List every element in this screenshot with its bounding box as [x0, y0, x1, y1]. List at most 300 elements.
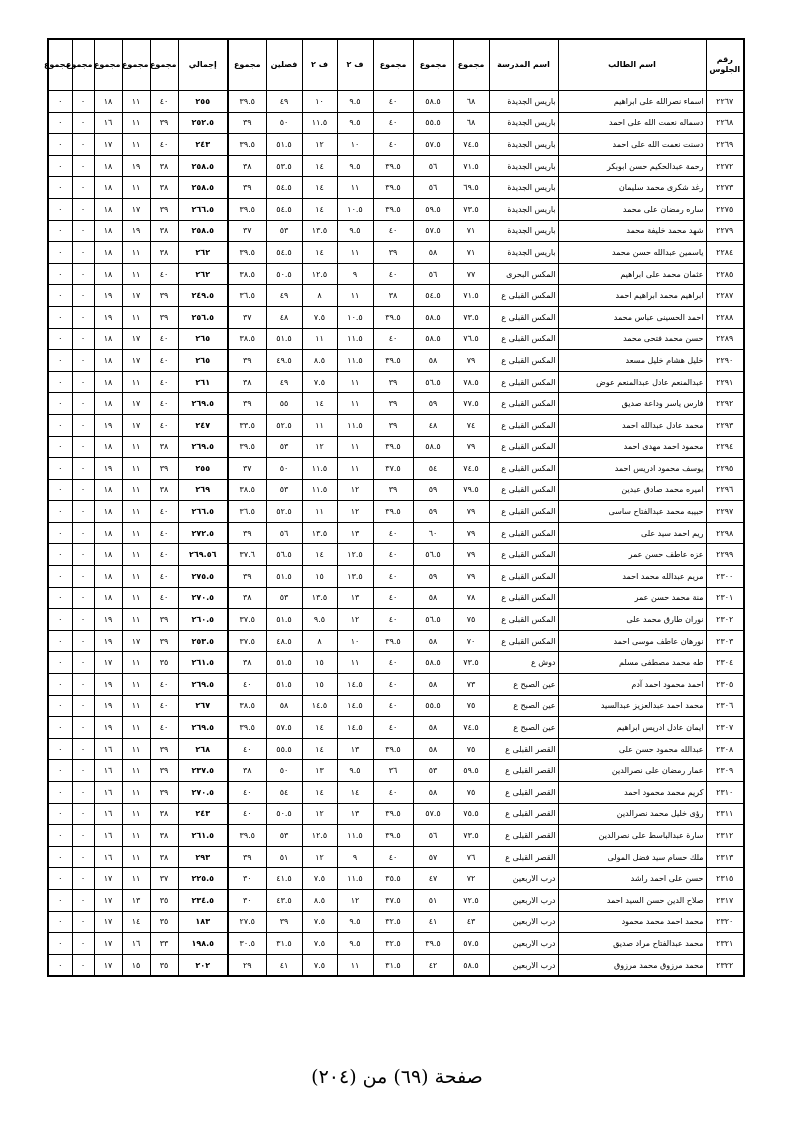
- cell-group-5: ٠: [48, 306, 72, 328]
- cell-student-name: حبيبه محمد عبدالفتاح ساسى: [558, 501, 706, 523]
- cell-school-name: باريس الجديدة: [489, 242, 558, 264]
- cell-seat-number: ٢٣٢٠: [706, 911, 744, 933]
- cell-sum-3: ٣٩.٥: [373, 155, 413, 177]
- cell-student-name: ملك حسام سيد فضل المولى: [558, 846, 706, 868]
- cell-group-4: ٠: [72, 717, 94, 739]
- table-row: [48, 803, 744, 825]
- cell-group-1: ٤٠: [150, 522, 178, 544]
- cell-group-5: ٠: [48, 155, 72, 177]
- cell-sum-3: ٤٠: [373, 91, 413, 113]
- cell-group-5: ٠: [48, 868, 72, 890]
- cell-term-2-b: ١٤: [302, 177, 337, 199]
- cell-seat-number: ٢٢٦٩: [706, 134, 744, 156]
- cell-school-name: درب الاربعين: [489, 889, 558, 911]
- header-seat-number: رقم الجلوس: [706, 39, 744, 91]
- cell-student-name: محمد مرزوق محمد مرزوق: [558, 954, 706, 976]
- cell-sum-4: ٣٩: [228, 393, 266, 415]
- cell-sum-1: ٥٧.٥: [453, 933, 489, 955]
- cell-student-name: رغد شكرى محمد سليمان: [558, 177, 706, 199]
- table-row: [48, 825, 744, 847]
- cell-sum-3: ٤٠: [373, 609, 413, 631]
- cell-seat-number: ٢٣٠٩: [706, 760, 744, 782]
- cell-term-2-b: ١١: [302, 501, 337, 523]
- cell-group-2: ١١: [122, 738, 150, 760]
- cell-sum-1: ٧٤: [453, 414, 489, 436]
- cell-term-2-b: ١٣.٥: [302, 587, 337, 609]
- cell-school-name: عين الصبح ع: [489, 695, 558, 717]
- cell-grand-total: ٢٦٦.٥: [178, 501, 228, 523]
- cell-seat-number: ٢٣١٢: [706, 825, 744, 847]
- cell-student-name: محمد احمد عبدالعزيز عبدالسيد: [558, 695, 706, 717]
- cell-school-name: المكس البحرى: [489, 263, 558, 285]
- cell-sum-4: ٤٠: [228, 803, 266, 825]
- cell-two-terms: ٥٣: [266, 587, 302, 609]
- cell-group-3: ١٨: [94, 242, 122, 264]
- table-row: [48, 91, 744, 113]
- cell-group-2: ١١: [122, 825, 150, 847]
- cell-sum-2: ٥٧.٥: [413, 134, 453, 156]
- cell-two-terms: ٥٠: [266, 112, 302, 134]
- cell-group-5: ٠: [48, 889, 72, 911]
- cell-seat-number: ٢٢٩٩: [706, 544, 744, 566]
- table-row: [48, 134, 744, 156]
- cell-sum-4: ٣٨.٥: [228, 479, 266, 501]
- cell-group-1: ٤٠: [150, 350, 178, 372]
- cell-seat-number: ٢٣١٥: [706, 868, 744, 890]
- cell-sum-2: ٥٩: [413, 501, 453, 523]
- cell-term-2-a: ١٣: [337, 522, 373, 544]
- cell-term-2-a: ٩.٥: [337, 911, 373, 933]
- cell-school-name: القصر القبلى ع: [489, 825, 558, 847]
- cell-group-5: ٠: [48, 328, 72, 350]
- cell-group-3: ١٩: [94, 717, 122, 739]
- cell-seat-number: ٢٢٧٥: [706, 198, 744, 220]
- cell-sum-1: ٦٩.٥: [453, 177, 489, 199]
- cell-term-2-b: ١٣.٥: [302, 220, 337, 242]
- cell-grand-total: ٢٥٨.٥: [178, 177, 228, 199]
- cell-group-2: ١٣: [122, 889, 150, 911]
- cell-term-2-b: ٧.٥: [302, 868, 337, 890]
- table-row: [48, 954, 744, 976]
- cell-school-name: المكس القبلى ع: [489, 371, 558, 393]
- cell-sum-1: ٧٥: [453, 782, 489, 804]
- cell-sum-1: ٧٦: [453, 846, 489, 868]
- cell-sum-1: ٧٩: [453, 436, 489, 458]
- cell-group-5: ٠: [48, 414, 72, 436]
- cell-sum-3: ٣٩.٥: [373, 306, 413, 328]
- cell-sum-3: ٣٩.٥: [373, 825, 413, 847]
- table-row: [48, 652, 744, 674]
- cell-two-terms: ٥١.٥: [266, 328, 302, 350]
- cell-group-3: ١٨: [94, 393, 122, 415]
- cell-group-4: ٠: [72, 220, 94, 242]
- cell-sum-1: ٧٦.٥: [453, 328, 489, 350]
- cell-grand-total: ٢٦٩.٥٦: [178, 544, 228, 566]
- cell-sum-2: ٥٨: [413, 630, 453, 652]
- cell-sum-4: ٣٩.٥: [228, 91, 266, 113]
- cell-term-2-a: ١٣: [337, 803, 373, 825]
- cell-school-name: درب الاربعين: [489, 954, 558, 976]
- cell-sum-4: ٣٩.٥: [228, 134, 266, 156]
- cell-two-terms: ٤٩.٥: [266, 350, 302, 372]
- cell-term-2-a: ١١.٥: [337, 328, 373, 350]
- cell-term-2-a: ١٣.٥: [337, 566, 373, 588]
- cell-sum-2: ٥٦.٥: [413, 609, 453, 631]
- cell-sum-2: ٥٨.٥: [413, 91, 453, 113]
- cell-term-2-b: ١٢: [302, 803, 337, 825]
- cell-two-terms: ٥٠: [266, 458, 302, 480]
- cell-term-2-a: ١١.٥: [337, 414, 373, 436]
- cell-group-3: ١٧: [94, 868, 122, 890]
- cell-two-terms: ٥٣: [266, 220, 302, 242]
- cell-school-name: المكس القبلى ع: [489, 436, 558, 458]
- cell-sum-3: ٣٩.٥: [373, 350, 413, 372]
- table-row: [48, 587, 744, 609]
- header-grand-total: إجمالي: [178, 39, 228, 91]
- cell-term-2-b: ١٥: [302, 566, 337, 588]
- cell-sum-1: ٥٩.٥: [453, 760, 489, 782]
- header-group-3: مجموع: [94, 39, 122, 91]
- cell-group-3: ١٦: [94, 112, 122, 134]
- cell-sum-1: ٧١: [453, 242, 489, 264]
- cell-group-5: ٠: [48, 479, 72, 501]
- cell-group-4: ٠: [72, 198, 94, 220]
- cell-school-name: المكس القبلى ع: [489, 587, 558, 609]
- cell-seat-number: ٢٣١٠: [706, 782, 744, 804]
- cell-group-1: ٤٠: [150, 544, 178, 566]
- cell-group-3: ١٧: [94, 889, 122, 911]
- cell-group-3: ١٨: [94, 328, 122, 350]
- cell-group-1: ٤٠: [150, 91, 178, 113]
- cell-student-name: احمد الحسينى عباس محمد: [558, 306, 706, 328]
- cell-group-1: ٤٠: [150, 566, 178, 588]
- table-row: [48, 112, 744, 134]
- cell-group-4: ٠: [72, 263, 94, 285]
- cell-two-terms: ٥٠.٥: [266, 263, 302, 285]
- cell-term-2-b: ١٢: [302, 436, 337, 458]
- cell-seat-number: ٢٢٩١: [706, 371, 744, 393]
- cell-school-name: المكس القبلى ع: [489, 393, 558, 415]
- cell-term-2-b: ٧.٥: [302, 954, 337, 976]
- cell-sum-4: ٣٧.٥: [228, 630, 266, 652]
- cell-term-2-b: ٧.٥: [302, 933, 337, 955]
- cell-sum-4: ٤٠: [228, 674, 266, 696]
- cell-group-2: ١١: [122, 458, 150, 480]
- cell-two-terms: ٥٥.٥: [266, 738, 302, 760]
- table-row: [48, 198, 744, 220]
- cell-term-2-b: ١٣: [302, 760, 337, 782]
- cell-group-2: ١٧: [122, 350, 150, 372]
- cell-sum-2: ٥٨.٥: [413, 652, 453, 674]
- cell-group-2: ١١: [122, 652, 150, 674]
- cell-sum-4: ٣٨: [228, 587, 266, 609]
- cell-group-5: ٠: [48, 263, 72, 285]
- cell-term-2-a: ٩.٥: [337, 91, 373, 113]
- cell-school-name: درب الاربعين: [489, 911, 558, 933]
- cell-sum-1: ٧٢.٥: [453, 889, 489, 911]
- cell-sum-3: ٤٠: [373, 566, 413, 588]
- cell-group-2: ١٧: [122, 328, 150, 350]
- table-row: [48, 501, 744, 523]
- cell-sum-4: ٣٩: [228, 112, 266, 134]
- cell-sum-3: ٤٠: [373, 717, 413, 739]
- cell-group-1: ٤٠: [150, 501, 178, 523]
- cell-term-2-b: ١٣.٥: [302, 522, 337, 544]
- cell-group-4: ٠: [72, 587, 94, 609]
- cell-term-2-b: ١٢: [302, 134, 337, 156]
- table-row: [48, 522, 744, 544]
- cell-school-name: المكس القبلى ع: [489, 306, 558, 328]
- cell-student-name: شهد محمد خليفة محمد: [558, 220, 706, 242]
- cell-group-1: ٣٧: [150, 868, 178, 890]
- cell-sum-1: ٧٣.٥: [453, 198, 489, 220]
- cell-seat-number: ٢٣٠٠: [706, 566, 744, 588]
- cell-student-name: عبدالله محمود حسن على: [558, 738, 706, 760]
- cell-group-3: ١٦: [94, 760, 122, 782]
- cell-sum-4: ٣٩: [228, 522, 266, 544]
- cell-group-3: ١٨: [94, 522, 122, 544]
- cell-group-4: ٠: [72, 306, 94, 328]
- cell-term-2-b: ١٢.٥: [302, 825, 337, 847]
- cell-term-2-b: ٧.٥: [302, 911, 337, 933]
- cell-sum-3: ٣٩.٥: [373, 803, 413, 825]
- cell-grand-total: ٢٧٢.٥: [178, 522, 228, 544]
- cell-two-terms: ٥٢.٥: [266, 414, 302, 436]
- cell-group-4: ٠: [72, 285, 94, 307]
- cell-group-1: ٤٠: [150, 414, 178, 436]
- table-row: [48, 911, 744, 933]
- cell-group-5: ٠: [48, 522, 72, 544]
- cell-group-1: ٣٩: [150, 198, 178, 220]
- cell-group-2: ١١: [122, 609, 150, 631]
- cell-sum-1: ٧٥: [453, 695, 489, 717]
- cell-group-3: ١٨: [94, 544, 122, 566]
- cell-sum-2: ٦٠: [413, 522, 453, 544]
- cell-group-5: ٠: [48, 393, 72, 415]
- cell-group-2: ١٦: [122, 933, 150, 955]
- cell-school-name: المكس القبلى ع: [489, 566, 558, 588]
- cell-term-2-a: ٩: [337, 846, 373, 868]
- cell-group-1: ٣٩: [150, 760, 178, 782]
- cell-grand-total: ٢٦١: [178, 371, 228, 393]
- cell-grand-total: ٢٠٢: [178, 954, 228, 976]
- cell-sum-3: ٤٠: [373, 263, 413, 285]
- cell-sum-3: ٤٠: [373, 328, 413, 350]
- cell-term-2-a: ١١: [337, 393, 373, 415]
- cell-sum-3: ٤٠: [373, 544, 413, 566]
- cell-group-4: ٠: [72, 328, 94, 350]
- cell-grand-total: ٢٥٥: [178, 91, 228, 113]
- cell-term-2-b: ١٢: [302, 846, 337, 868]
- cell-group-4: ٠: [72, 544, 94, 566]
- table-row: [48, 566, 744, 588]
- cell-group-5: ٠: [48, 695, 72, 717]
- header-sum-1: مجموع: [453, 39, 489, 91]
- cell-grand-total: ٢٦٥: [178, 328, 228, 350]
- cell-grand-total: ٢٩٣: [178, 846, 228, 868]
- table-row: [48, 414, 744, 436]
- cell-group-2: ١٧: [122, 393, 150, 415]
- cell-two-terms: ٤٨: [266, 306, 302, 328]
- cell-sum-3: ٤٠: [373, 134, 413, 156]
- cell-group-3: ١٨: [94, 501, 122, 523]
- header-two-terms: فصلين: [266, 39, 302, 91]
- cell-group-4: ٠: [72, 609, 94, 631]
- cell-group-1: ٣٨: [150, 220, 178, 242]
- cell-group-2: ١٧: [122, 285, 150, 307]
- cell-seat-number: ٢٣٠٢: [706, 609, 744, 631]
- cell-sum-3: ٣٢.٥: [373, 933, 413, 955]
- cell-group-3: ١٦: [94, 825, 122, 847]
- cell-sum-2: ٤٨: [413, 414, 453, 436]
- cell-two-terms: ٥٤.٥: [266, 242, 302, 264]
- cell-group-3: ١٦: [94, 738, 122, 760]
- cell-group-2: ١١: [122, 695, 150, 717]
- cell-two-terms: ٥٠.٥: [266, 803, 302, 825]
- cell-sum-4: ٣٠: [228, 889, 266, 911]
- cell-sum-3: ٣٩: [373, 242, 413, 264]
- cell-group-5: ٠: [48, 91, 72, 113]
- cell-group-4: ٠: [72, 177, 94, 199]
- cell-school-name: باريس الجديدة: [489, 198, 558, 220]
- table-row: [48, 350, 744, 372]
- cell-grand-total: ٢٣٤.٥: [178, 889, 228, 911]
- header-group-1: مجموع: [150, 39, 178, 91]
- cell-sum-2: ٥٨: [413, 350, 453, 372]
- cell-student-name: فارس ياسر وداعة صديق: [558, 393, 706, 415]
- cell-grand-total: ٢٦٧: [178, 695, 228, 717]
- cell-term-2-b: ١٤: [302, 738, 337, 760]
- cell-school-name: القصر القبلى ع: [489, 738, 558, 760]
- cell-grand-total: ٢٤٧: [178, 414, 228, 436]
- cell-two-terms: ٥٦.٥: [266, 544, 302, 566]
- cell-student-name: ابراهيم محمد ابراهيم احمد: [558, 285, 706, 307]
- cell-group-3: ١٨: [94, 587, 122, 609]
- cell-student-name: محمد احمد محمد محمود: [558, 911, 706, 933]
- cell-group-1: ٤٠: [150, 393, 178, 415]
- cell-two-terms: ٥١.٥: [266, 652, 302, 674]
- cell-student-name: ساره رمضان على محمد: [558, 198, 706, 220]
- cell-group-4: ٠: [72, 134, 94, 156]
- header-term-2-b: ف ٢: [302, 39, 337, 91]
- cell-group-4: ٠: [72, 803, 94, 825]
- cell-group-4: ٠: [72, 350, 94, 372]
- cell-two-terms: ٤٩: [266, 285, 302, 307]
- cell-sum-3: ٣٩.٥: [373, 436, 413, 458]
- cell-term-2-a: ١١: [337, 954, 373, 976]
- cell-group-3: ١٩: [94, 306, 122, 328]
- cell-sum-3: ٣٦: [373, 760, 413, 782]
- cell-sum-4: ٣٨.٥: [228, 328, 266, 350]
- cell-term-2-b: ٨.٥: [302, 889, 337, 911]
- cell-sum-3: ٤٠: [373, 652, 413, 674]
- table-row: [48, 306, 744, 328]
- cell-group-4: ٠: [72, 112, 94, 134]
- cell-group-1: ٣٨: [150, 846, 178, 868]
- cell-two-terms: ٥١.٥: [266, 609, 302, 631]
- cell-term-2-a: ٩.٥: [337, 155, 373, 177]
- cell-group-2: ١٩: [122, 220, 150, 242]
- cell-group-4: ٠: [72, 674, 94, 696]
- cell-seat-number: ٢٢٦٧: [706, 91, 744, 113]
- cell-group-3: ١٧: [94, 652, 122, 674]
- cell-group-2: ١٩: [122, 155, 150, 177]
- cell-grand-total: ٢٧٠.٥: [178, 782, 228, 804]
- cell-sum-4: ٣٨: [228, 760, 266, 782]
- cell-grand-total: ٢٥٥: [178, 458, 228, 480]
- cell-term-2-b: ٩.٥: [302, 609, 337, 631]
- cell-group-5: ٠: [48, 436, 72, 458]
- cell-group-5: ٠: [48, 738, 72, 760]
- cell-group-3: ١٨: [94, 566, 122, 588]
- cell-school-name: باريس الجديدة: [489, 134, 558, 156]
- cell-group-1: ٤٠: [150, 587, 178, 609]
- cell-grand-total: ٢٦٢: [178, 242, 228, 264]
- cell-sum-1: ٧٧.٥: [453, 393, 489, 415]
- cell-group-2: ١١: [122, 782, 150, 804]
- cell-sum-1: ٧٩: [453, 544, 489, 566]
- cell-sum-2: ٥٨: [413, 674, 453, 696]
- cell-group-4: ٠: [72, 889, 94, 911]
- cell-term-2-b: ١١.٥: [302, 458, 337, 480]
- table-row: [48, 458, 744, 480]
- cell-sum-2: ٥٩: [413, 393, 453, 415]
- cell-sum-3: ٣٨: [373, 285, 413, 307]
- header-group-5: مجموع: [48, 39, 72, 91]
- cell-seat-number: ٢٣١١: [706, 803, 744, 825]
- table-row: [48, 868, 744, 890]
- cell-term-2-b: ٧.٥: [302, 371, 337, 393]
- cell-group-1: ٣٨: [150, 177, 178, 199]
- cell-group-5: ٠: [48, 371, 72, 393]
- cell-sum-3: ٤٠: [373, 674, 413, 696]
- cell-student-name: نورهان عاطف موسى احمد: [558, 630, 706, 652]
- cell-group-5: ٠: [48, 501, 72, 523]
- cell-term-2-a: ٩.٥: [337, 112, 373, 134]
- header-group-4: مجموع: [72, 39, 94, 91]
- cell-group-1: ٣٩: [150, 458, 178, 480]
- cell-sum-4: ٣٧.٥: [228, 609, 266, 631]
- cell-sum-1: ٧٥: [453, 738, 489, 760]
- cell-seat-number: ٢٣٠٤: [706, 652, 744, 674]
- cell-group-2: ١١: [122, 674, 150, 696]
- cell-group-3: ١٩: [94, 609, 122, 631]
- cell-seat-number: ٢٢٨٧: [706, 285, 744, 307]
- cell-sum-1: ٧١.٥: [453, 155, 489, 177]
- cell-term-2-b: ١٥: [302, 652, 337, 674]
- cell-school-name: المكس القبلى ع: [489, 458, 558, 480]
- cell-student-name: دسماله نعمت الله على احمد: [558, 112, 706, 134]
- cell-sum-1: ٧٢: [453, 868, 489, 890]
- cell-sum-1: ٦٨: [453, 112, 489, 134]
- cell-grand-total: ١٩٨.٥: [178, 933, 228, 955]
- cell-group-4: ٠: [72, 738, 94, 760]
- cell-group-1: ٣٩: [150, 609, 178, 631]
- table-row: [48, 242, 744, 264]
- cell-group-1: ٤٠: [150, 134, 178, 156]
- cell-term-2-b: ١٤: [302, 198, 337, 220]
- cell-seat-number: ٢٢٨٩: [706, 328, 744, 350]
- cell-two-terms: ٥١: [266, 846, 302, 868]
- cell-sum-2: ٤٢: [413, 954, 453, 976]
- cell-sum-3: ٣٩.٥: [373, 177, 413, 199]
- cell-group-5: ٠: [48, 803, 72, 825]
- cell-seat-number: ٢٢٧٩: [706, 220, 744, 242]
- cell-sum-1: ٧١.٥: [453, 285, 489, 307]
- cell-term-2-a: ١١.٥: [337, 868, 373, 890]
- cell-school-name: باريس الجديدة: [489, 155, 558, 177]
- table-row: [48, 155, 744, 177]
